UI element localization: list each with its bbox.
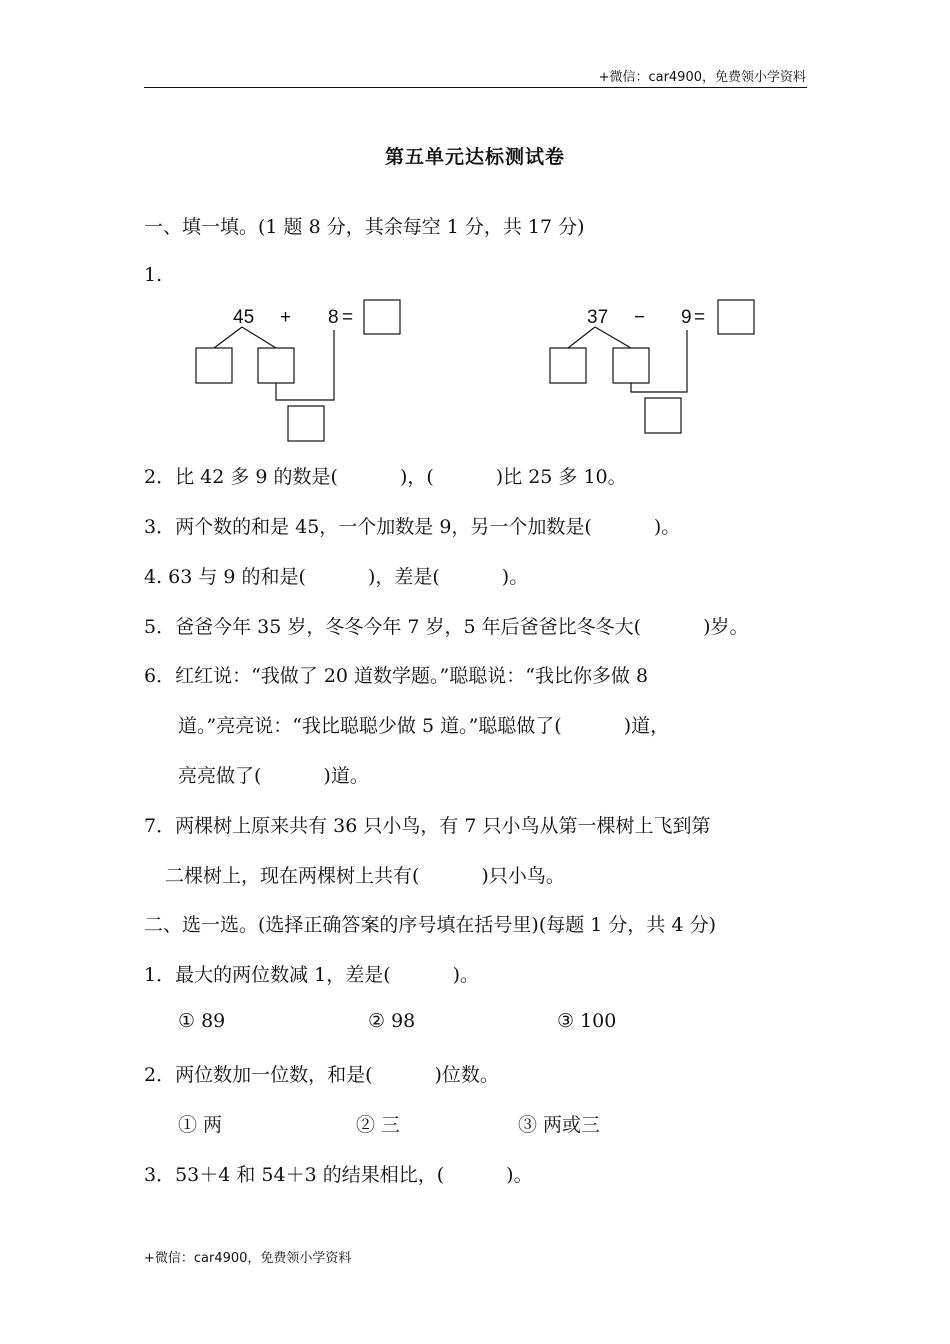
diagram-right-b: 9 [681,307,692,328]
answer-box[interactable] [364,300,400,334]
option-2[interactable]: ② 98 [368,1010,416,1032]
q7-text-2: 二棵树上，现在两棵树上共有( [165,865,420,887]
q5-text-2: )岁。 [703,616,749,638]
choice-question-3 [144,1160,533,1187]
diagram-left-op: + [280,307,292,328]
split-lines [568,327,631,348]
split-box-ones[interactable] [258,348,294,383]
q6-text-4: 亮亮做了( [178,765,262,787]
option-3[interactable]: ③ 100 [557,1010,617,1032]
q6-text-2: 道。”亮亮说：“我比聪聪少做 5 道。”聪聪做了( [178,715,562,737]
page-title: 第五单元达标测试卷 [384,146,565,168]
cq1-text-2: )。 [452,964,480,986]
header-text: +微信：car4900，免费领小学资料 [598,70,806,85]
option-2[interactable]: ② 三 [356,1114,401,1136]
partial-diff-box[interactable] [645,398,681,433]
question-3 [144,512,680,539]
choice-question-1 [144,960,479,987]
q3-text-1: 3．两个数的和是 45，一个加数是 9，另一个加数是( [144,516,592,538]
diagram-right [535,290,775,450]
question-6-line-3 [178,761,369,788]
question-4 [144,562,528,589]
diagram-left-eq: = [342,307,354,328]
diagram-right-a: 37 [587,307,609,328]
q2-text-2: )，( [399,466,434,488]
split-box-tens[interactable] [196,348,232,383]
q1-label: 1. [144,264,163,286]
section2-heading: 二、选一选。(选择正确答案的序号填在括号里)(每题 1 分，共 4 分) [144,914,716,936]
split-box-ones[interactable] [613,348,649,383]
footer-text: +微信：car4900，免费领小学资料 [144,1251,352,1266]
cq3-text-2: )。 [506,1164,533,1186]
connector-lines [276,330,334,400]
q6-text-5: )道。 [323,765,369,787]
question-5 [144,612,748,639]
q5-text-1: 5．爸爸今年 35 岁，冬冬今年 7 岁，5 年后爸爸比冬冬大( [144,616,642,638]
option-3[interactable]: ③ 两或三 [518,1114,601,1136]
partial-sum-box[interactable] [288,406,324,441]
diagram-left-a: 45 [233,307,255,328]
q4-text-1: 4. 63 与 9 的和是( [144,566,306,588]
q7-text-3: )只小鸟。 [481,865,565,887]
header-rule [144,87,807,88]
diagram-right-eq: = [694,307,706,328]
cq3-text-1: 3．53＋4 和 54＋3 的结果相比，( [144,1164,445,1186]
q4-text-3: )。 [501,566,529,588]
question-2 [144,462,627,489]
diagram-left-b: 8 [328,307,339,328]
q2-text-1: 2．比 42 多 9 的数是( [144,466,338,488]
diagram-left [180,290,420,450]
question-7-line-2 [165,861,565,888]
diagram-right-op: − [634,307,646,328]
split-lines [214,327,276,348]
cq2-text-2: )位数。 [434,1064,499,1086]
option-1[interactable]: ① 两 [178,1114,223,1136]
answer-box[interactable] [718,300,754,334]
q4-text-2: )，差是( [367,566,440,588]
cq1-text-1: 1．最大的两位数减 1，差是( [144,964,391,986]
q2-text-3: )比 25 多 10。 [495,466,627,488]
q6-text-3: )道， [623,715,670,737]
question-6-line-1: 6．红红说：“我做了 20 道数学题。”聪聪说：“我比你多做 8 [144,665,649,687]
option-1[interactable]: ① 89 [178,1010,226,1032]
cq2-text-1: 2．两位数加一位数，和是( [144,1064,373,1086]
question-6-line-2 [178,711,669,738]
choice-question-2 [144,1060,499,1087]
question-7-line-1: 7．两棵树上原来共有 36 只小鸟，有 7 只小鸟从第一棵树上飞到第 [144,815,711,837]
section1-heading: 一、填一填。(1 题 8 分，其余每空 1 分，共 17 分) [144,216,585,238]
q3-text-2: )。 [653,516,681,538]
split-box-tens[interactable] [550,348,586,383]
